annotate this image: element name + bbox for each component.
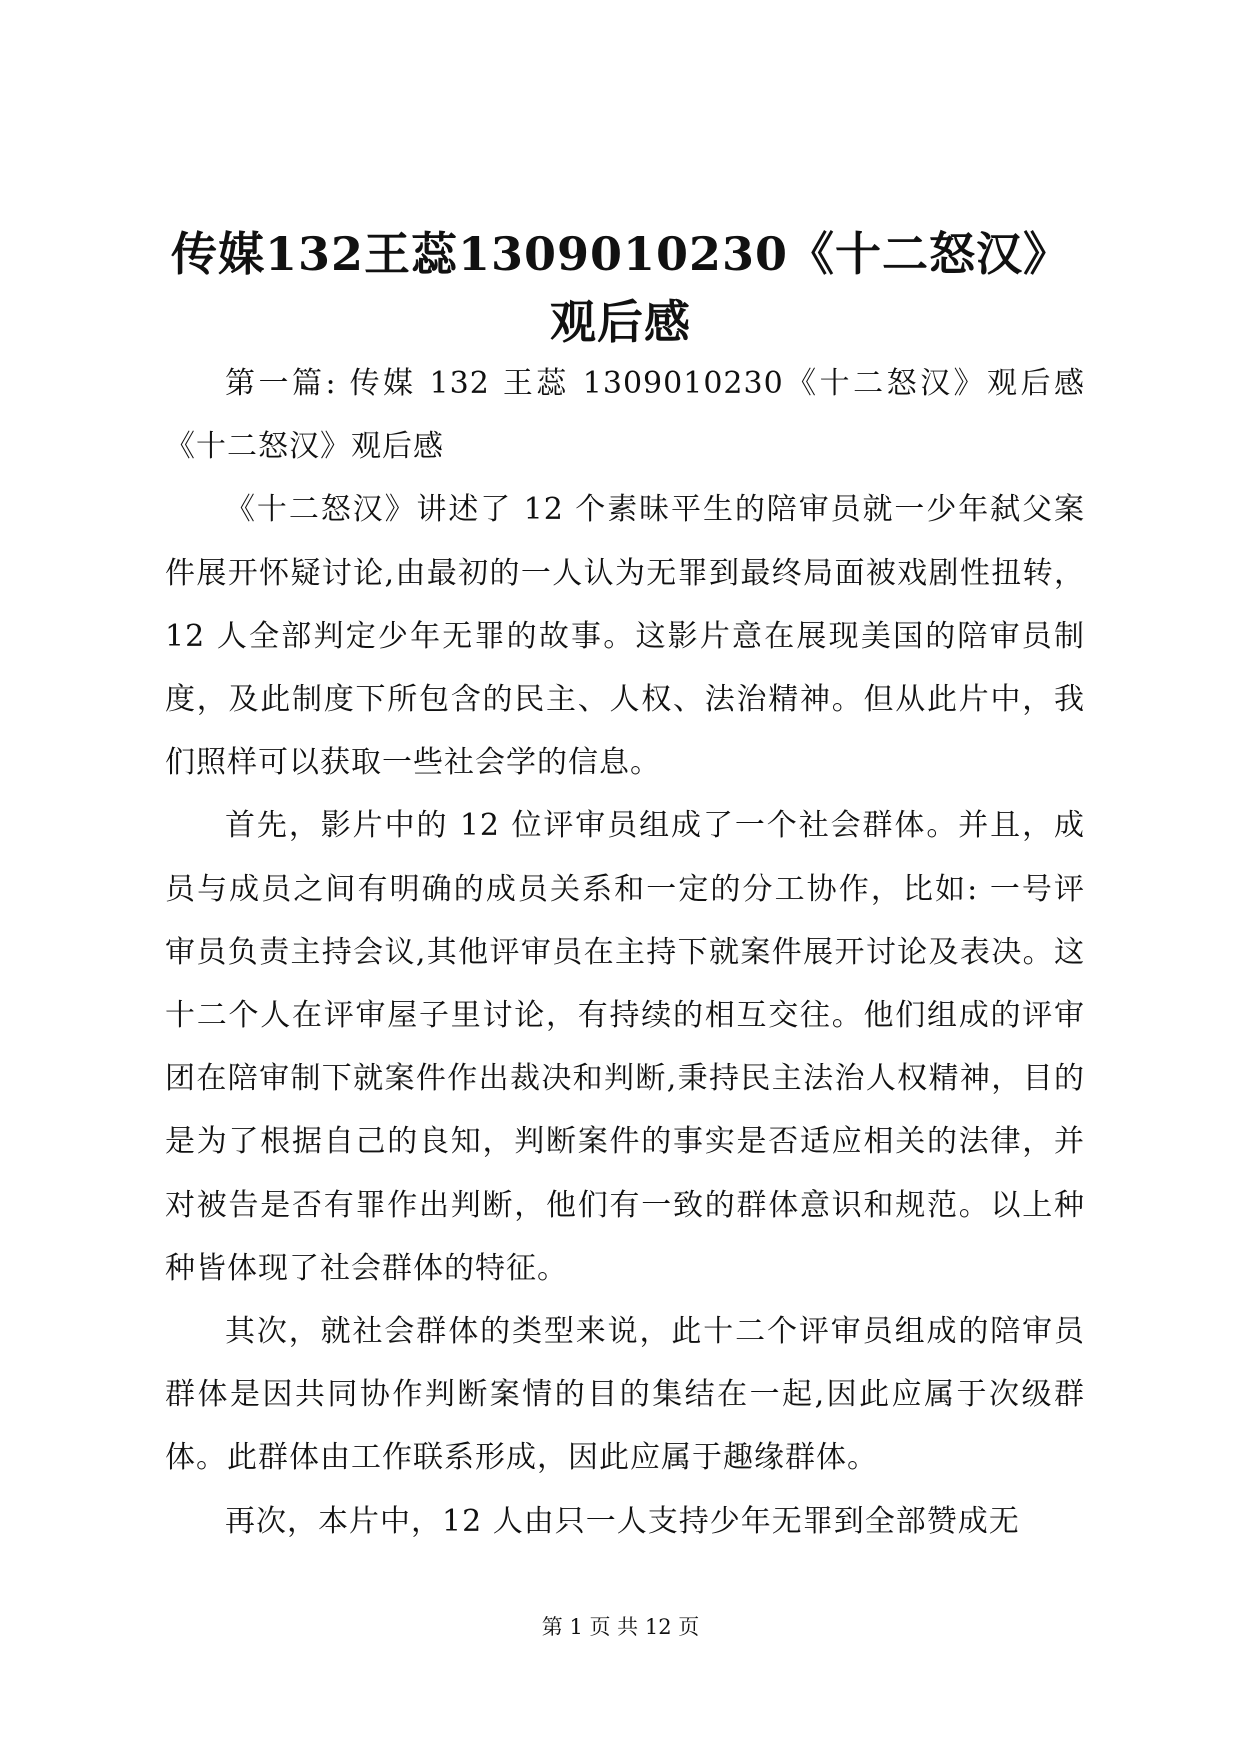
paragraph-2: 《十二怒汉》讲述了 12 个素昧平生的陪审员就一少年弑父案件展开怀疑讨论,由最初的一人认为无罪到最终局面被戏剧性扭转，12 人全部判定少年无罪的故事。这影片意在展现美国的陪审员制度，及此制度下所包含的民主、人权、法治精神。但从此片中，我们照样可以获取一些社会学的信息。: [165, 492, 1085, 781]
paragraph-5: 再次，本片中，12 人由只一人支持少年无罪到全部赞成无: [225, 1503, 1020, 1539]
paragraph-3: 首先，影片中的 12 位评审员组成了一个社会群体。并且，成员与成员之间有明确的成员关系和一定的分工协作，比如: 一号评审员负责主持会议,其他评审员在主持下就案件展开讨论及表决。这十二个人在评审屋子里讨论，有持续的相互交往。他们组成的评审团在陪审制下就案件作出裁决和判断,秉持民主法治人权精神，目的是为了根据自己的良知，判断案件的事实是否适应相关的法律，并对被告是否有罪作出判断，他们有一致的群体意识和规范。以上种种皆体现了社会群体的特征。: [165, 808, 1085, 1286]
page-footer: 第 1 页 共 12 页: [541, 1615, 700, 1639]
paragraph-1: 第一篇: 传媒 132 王蕊 1309010230《十二怒汉》观后感《十二怒汉》观后感: [165, 366, 1085, 465]
paragraph-4: 其次，就社会群体的类型来说，此十二个评审员组成的陪审员群体是因共同协作判断案情的目的集结在一起,因此应属于次级群体。此群体由工作联系形成，因此应属于趣缘群体。: [165, 1314, 1085, 1476]
document-body: [165, 352, 1085, 1553]
document-title: 传媒132王蕊1309010230《十二怒汉》观后感: [170, 227, 1071, 349]
